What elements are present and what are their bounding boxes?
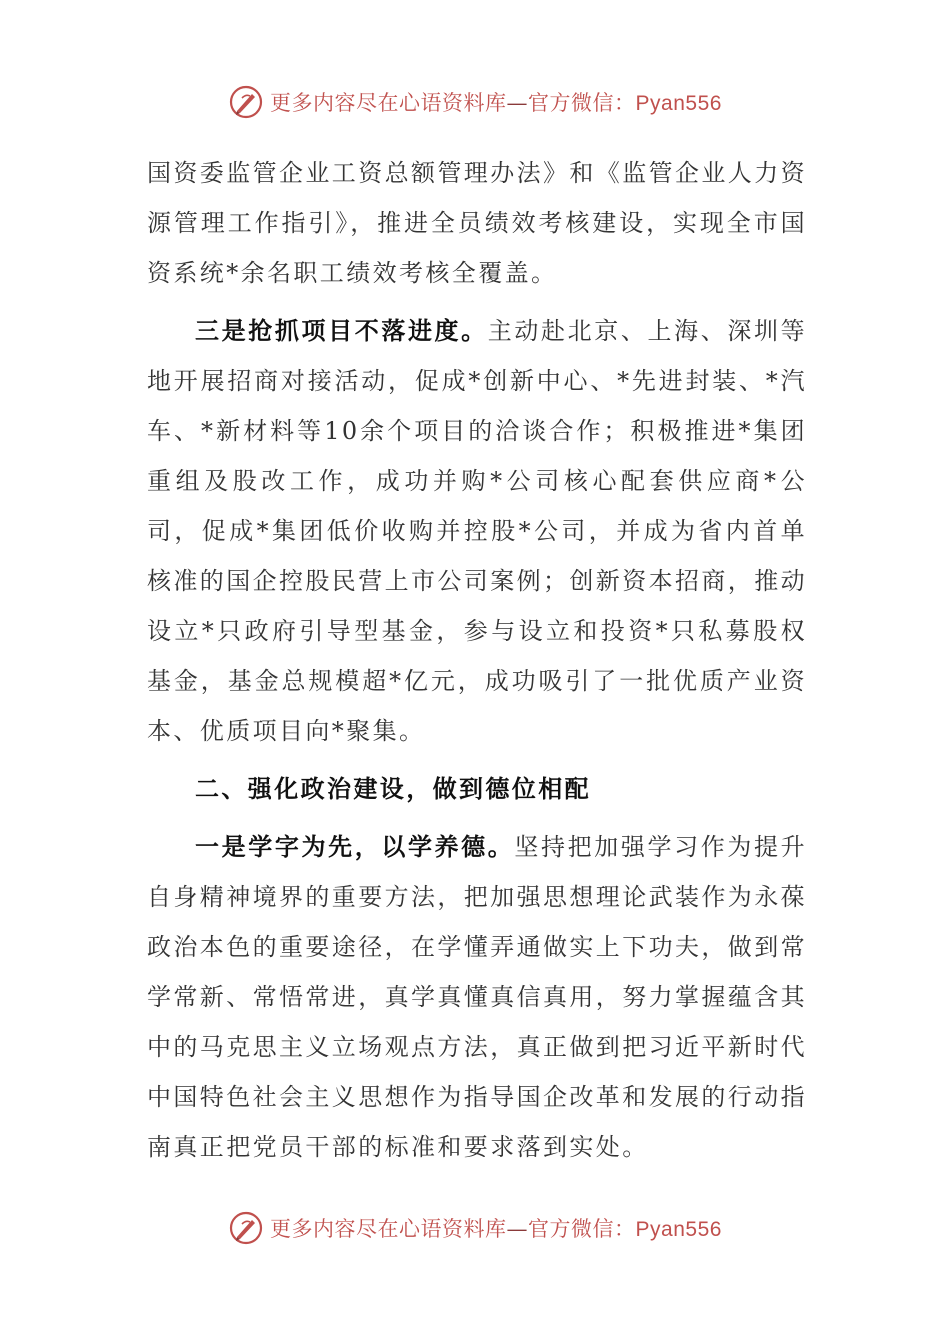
banner-slogan: 更多内容尽在心语资料库: [270, 91, 507, 115]
paragraph-study: [147, 822, 807, 1172]
paragraph-lead: 三是抢抓项目不落进度。: [195, 316, 488, 345]
paragraph-projects: [147, 306, 807, 756]
paragraph-text: 主动赴北京、上海、深圳等地开展招商对接活动，促成*创新中心、*先进封装、*汽车、*新材料等10余个项目的洽谈合作；积极推进*集团重组及股改工作，成功并购*公司核心配套供应商*公司，促成*集团低价收购并控股*公司，并成为省内首单核准的国企控股民营上市公司案例；创新资本招商，推动设立*只政府引导型基金，参与设立和投资*只私募股权基金，基金总规模超*亿元，成功吸引了一批优质产业资本、优质项目向*聚集。: [147, 317, 807, 745]
pen-circle-icon: [228, 1210, 264, 1246]
banner-text: [270, 87, 722, 117]
header-banner: [0, 84, 950, 120]
paragraph-text: 国资委监管企业工资总额管理办法》和《监管企业人力资源管理工作指引》，推进全员绩效考核建设，实现全市国资系统*余名职工绩效考核全覆盖。: [147, 159, 807, 287]
document-body: [147, 148, 807, 1172]
banner-contact-value: Pyan556: [635, 1218, 722, 1241]
banner-contact-label: 官方微信：: [528, 91, 636, 115]
section-heading: 二、强化政治建设，做到德位相配: [195, 774, 591, 803]
footer-banner: [0, 1210, 950, 1246]
banner-contact-label: 官方微信：: [528, 1217, 636, 1241]
banner-separator: —: [506, 1217, 529, 1241]
paragraph-continuation: [147, 148, 807, 298]
banner-separator: —: [506, 91, 529, 115]
paragraph-lead: 一是学字为先，以学养德。: [195, 832, 515, 861]
paragraph-text: 坚持把加强学习作为提升自身精神境界的重要方法，把加强思想理论武装作为永葆政治本色的重要途径，在学懂弄通做实上下功夫，做到常学常新、常悟常进，真学真懂真信真用，努力掌握蕴含其中的马克思主义立场观点方法，真正做到把习近平新时代中国特色社会主义思想作为指导国企改革和发展的行动指南真正把党员干部的标准和要求落到实处。: [147, 833, 807, 1161]
banner-text: [270, 1213, 722, 1243]
banner-contact-value: Pyan556: [635, 92, 722, 115]
pen-circle-icon: [228, 84, 264, 120]
banner-slogan: 更多内容尽在心语资料库: [270, 1217, 507, 1241]
